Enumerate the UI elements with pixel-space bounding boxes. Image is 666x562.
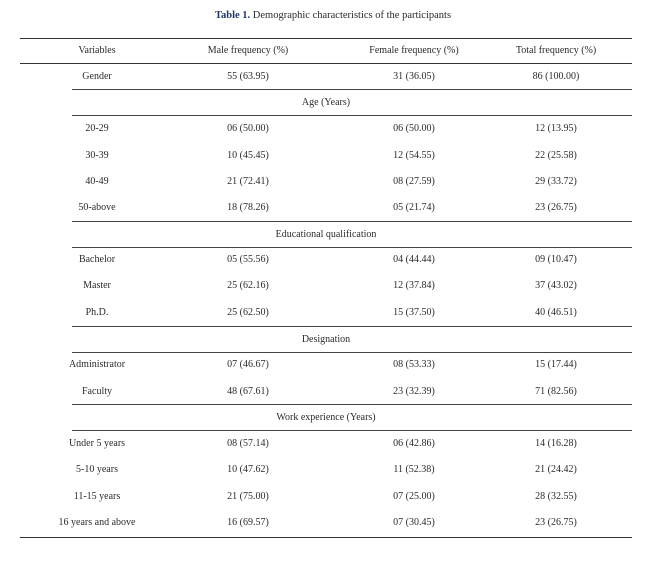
- table-cell: 12 (13.95): [535, 123, 577, 134]
- table-cell: 29 (33.72): [535, 176, 577, 187]
- section-rule: [72, 221, 632, 222]
- table-cell: 40 (46.51): [535, 307, 577, 318]
- table-caption: [0, 10, 666, 21]
- table-cell: Faculty: [82, 386, 112, 397]
- table-cell: 06 (50.00): [393, 123, 435, 134]
- table-cell: 07 (46.67): [227, 359, 269, 370]
- table-cell: 50-above: [78, 202, 116, 213]
- table-cell: 25 (62.16): [227, 280, 269, 291]
- table-cell: 07 (25.00): [393, 491, 435, 502]
- table-label: Table 1.: [214, 10, 251, 21]
- table-cell: 71 (82.56): [535, 386, 577, 397]
- section-rule: [72, 430, 632, 431]
- table-cell: 05 (55.56): [227, 254, 269, 265]
- table-cell: 23 (26.75): [535, 202, 577, 213]
- section-rule: [72, 352, 632, 353]
- table-cell: 15 (37.50): [393, 307, 435, 318]
- table-cell: 08 (27.59): [393, 176, 435, 187]
- table-cell: 04 (44.44): [393, 254, 435, 265]
- table-cell: Bachelor: [78, 254, 116, 265]
- table-cell: 40-49: [85, 176, 109, 187]
- table-cell: 16 (69.57): [227, 517, 269, 528]
- table-cell: 23 (26.75): [535, 517, 577, 528]
- table-cell: 12 (37.84): [393, 280, 435, 291]
- header-rule: [20, 63, 632, 64]
- section-rule: [72, 326, 632, 327]
- table-cell: 21 (72.41): [227, 176, 269, 187]
- table-cell: 11 (52.38): [393, 464, 435, 475]
- section-rule: [72, 247, 632, 248]
- column-header: Male frequency (%): [207, 45, 289, 56]
- table-bottom-rule: [20, 537, 632, 538]
- table-cell: 23 (32.39): [393, 386, 435, 397]
- column-header: Total frequency (%): [515, 45, 597, 56]
- table-cell: 37 (43.02): [535, 280, 577, 291]
- table-cell: 21 (75.00): [227, 491, 269, 502]
- table-cell: 30-39: [85, 150, 109, 161]
- table-cell: 21 (24.42): [535, 464, 577, 475]
- section-heading: Age (Years): [301, 97, 351, 108]
- table-cell: Ph.D.: [85, 307, 109, 318]
- table-top-rule: [20, 38, 632, 39]
- table-cell: 08 (53.33): [393, 359, 435, 370]
- section-heading: Work experience (Years): [276, 412, 376, 423]
- table-cell: 14 (16.28): [535, 438, 577, 449]
- table-cell: Administrator: [68, 359, 126, 370]
- table-cell: 16 years and above: [58, 517, 136, 528]
- table-cell: 25 (62.50): [227, 307, 269, 318]
- table-cell: 86 (100.00): [532, 71, 580, 82]
- table-cell: 11-15 years: [73, 491, 121, 502]
- table-cell: 18 (78.26): [227, 202, 269, 213]
- column-header: Female frequency (%): [369, 45, 459, 56]
- table-cell: 09 (10.47): [535, 254, 577, 265]
- table-cell: Under 5 years: [68, 438, 126, 449]
- section-rule: [72, 89, 632, 90]
- table-cell: 07 (30.45): [393, 517, 435, 528]
- table-cell: 28 (32.55): [535, 491, 577, 502]
- table-title: Demographic characteristics of the participants: [252, 10, 452, 21]
- table-cell: 08 (57.14): [227, 438, 269, 449]
- table-cell: 12 (54.55): [393, 150, 435, 161]
- table-cell: 06 (50.00): [227, 123, 269, 134]
- table-cell: 48 (67.61): [227, 386, 269, 397]
- table-cell: 06 (42.86): [393, 438, 435, 449]
- table-cell: 15 (17.44): [535, 359, 577, 370]
- section-rule: [72, 115, 632, 116]
- table-cell: 05 (21.74): [393, 202, 435, 213]
- section-heading: Educational qualification: [275, 229, 377, 240]
- table-cell: 55 (63.95): [227, 71, 269, 82]
- table-cell: 31 (36.05): [393, 71, 435, 82]
- section-rule: [72, 404, 632, 405]
- table-cell: Master: [83, 280, 111, 291]
- table-cell: 20-29: [85, 123, 109, 134]
- table-cell: 5-10 years: [76, 464, 118, 475]
- table-cell: 22 (25.58): [535, 150, 577, 161]
- table-cell: 10 (45.45): [227, 150, 269, 161]
- table-cell: Gender: [82, 71, 112, 82]
- column-header: Variables: [78, 45, 116, 56]
- section-heading: Designation: [301, 334, 351, 345]
- table-cell: 10 (47.62): [227, 464, 269, 475]
